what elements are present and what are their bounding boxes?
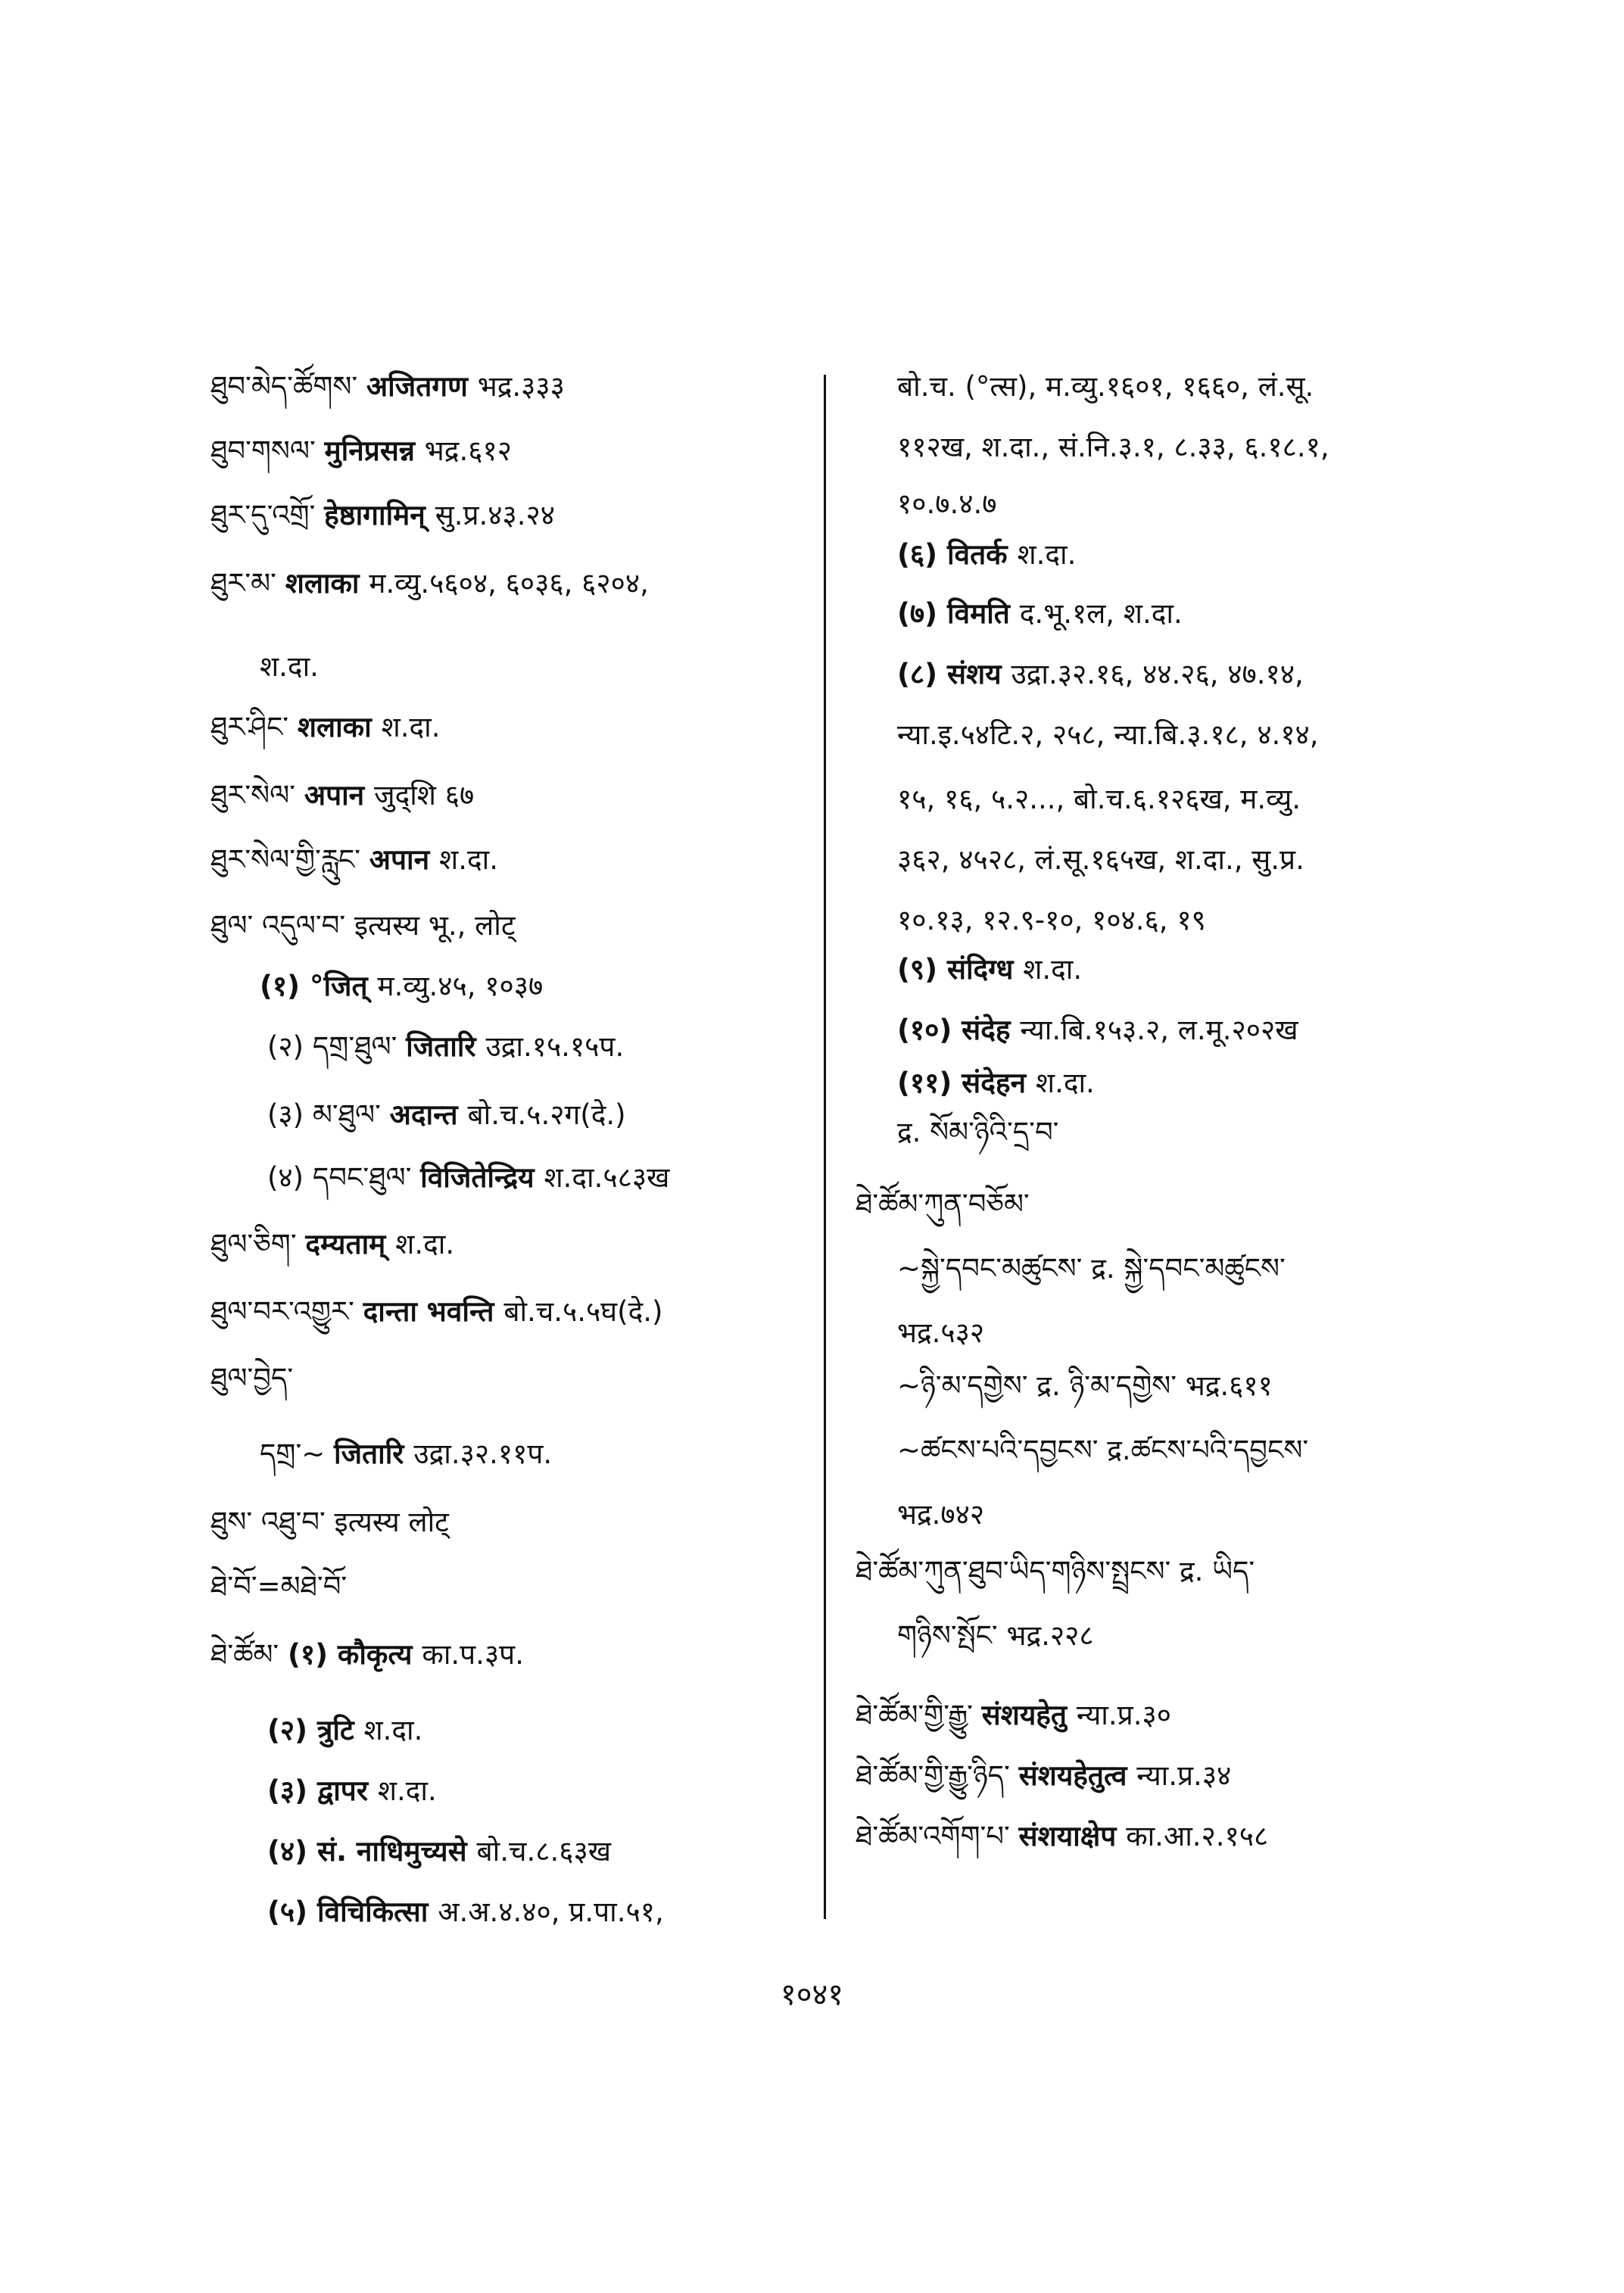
sanskrit-equivalent: अजितगण bbox=[366, 370, 478, 403]
sanskrit-equivalent: (४) सं. नाधिमुच्यसे bbox=[267, 1835, 477, 1868]
source-reference: न्या.इ.५४टि.२, २५८, न्या.बि.३.१८, ४.१४, bbox=[897, 718, 1319, 751]
source-reference: अ.अ.४.४०, प्र.पा.५१, bbox=[438, 1896, 664, 1928]
sanskrit-equivalent: अदान्त bbox=[389, 1098, 468, 1131]
sanskrit-equivalent: संशयहेतुत्व bbox=[1018, 1759, 1137, 1792]
sanskrit-equivalent: (८) संशय bbox=[897, 658, 1011, 690]
tibetan-term: ཐེ་བོ་=མཐེ་བོ་ bbox=[210, 1570, 348, 1603]
dictionary-line bbox=[210, 780, 474, 812]
source-reference: द्र. སྐྱེ་དབང་མཚུངས་ bbox=[1091, 1252, 1286, 1285]
tibetan-term: ཐུར་སེལ་ bbox=[210, 779, 304, 812]
source-reference: बो.च.८.६३ख bbox=[476, 1835, 611, 1868]
tibetan-term: ཐེ་ཚོམ་ཀུན་བཅོམ་ bbox=[856, 1188, 1030, 1220]
dictionary-line bbox=[897, 539, 1076, 572]
dictionary-line bbox=[897, 954, 1082, 986]
dictionary-line bbox=[897, 431, 1329, 464]
dictionary-line bbox=[267, 1775, 437, 1808]
source-reference: གཉིས་སྤོང་ भद्र.२२८ bbox=[897, 1619, 1094, 1652]
tibetan-term: ཐུབ་གསལ་ bbox=[210, 435, 325, 467]
sanskrit-equivalent: शलाका bbox=[297, 711, 382, 743]
source-reference: १०.१३, १२.९-१०, १०४.६, १९ bbox=[897, 904, 1206, 936]
dictionary-line bbox=[897, 659, 1304, 691]
dictionary-line bbox=[210, 1296, 662, 1329]
tibetan-term: ~ཉི་མ་དགྱེས་ bbox=[897, 1369, 1037, 1402]
sanskrit-equivalent: (१) कौकृत्य bbox=[287, 1638, 422, 1671]
tibetan-term: ཐུབ་མེད་ཚོགས་ bbox=[210, 370, 366, 403]
dictionary-line bbox=[856, 1189, 1030, 1221]
source-reference: उद्रा.३२.१६, ४४.२६, ४७.१४, bbox=[1011, 658, 1304, 690]
source-reference: जुद्शि ६७ bbox=[374, 779, 475, 812]
dictionary-line bbox=[897, 905, 1206, 937]
dictionary-line bbox=[897, 1253, 1286, 1285]
sanskrit-equivalent: संशयाक्षेप bbox=[1018, 1820, 1127, 1852]
dictionary-line bbox=[897, 488, 996, 521]
source-reference: श.दा. bbox=[363, 1714, 423, 1746]
source-reference: श.दा. bbox=[381, 711, 441, 743]
dictionary-line bbox=[260, 1438, 552, 1471]
dictionary-line bbox=[210, 1506, 449, 1539]
dictionary-line bbox=[267, 1836, 611, 1868]
sanskrit-equivalent: दान्ता भवन्ति bbox=[363, 1295, 504, 1328]
source-reference: भद्र.५३२ bbox=[897, 1316, 985, 1349]
dictionary-line bbox=[267, 1715, 422, 1747]
dictionary-line bbox=[267, 1031, 624, 1064]
source-reference: ३६२, ४५२८, लं.सू.१६५ख, श.दा., सु.प्र. bbox=[897, 843, 1304, 876]
sanskrit-equivalent: अपान bbox=[304, 779, 375, 812]
source-reference: न्या.प्र.३४ bbox=[1136, 1759, 1232, 1792]
dictionary-line bbox=[210, 844, 498, 877]
page-number: १०४१ bbox=[780, 1977, 844, 2012]
dictionary-line bbox=[210, 1363, 293, 1395]
dictionary-line bbox=[210, 500, 555, 532]
tibetan-term: ཐུར་ཤིང་ bbox=[210, 711, 298, 743]
tibetan-term: ཐེ་ཚོམ་ཀུན་ཐུབ་ཡིད་གཉིས་སྤྲངས་ bbox=[856, 1555, 1180, 1587]
source-reference: द्र.ཚངས་པའི་དབྱངས་ bbox=[1107, 1434, 1309, 1466]
source-reference: श.दा. bbox=[395, 1228, 455, 1260]
tibetan-term: ~ཚངས་པའི་དབྱངས་ bbox=[897, 1434, 1108, 1466]
tibetan-term: ཐུལ་ bbox=[210, 909, 263, 942]
tibetan-term: ཐེ་ཚོམ་གྱི་རྒྱུ་ bbox=[856, 1699, 982, 1731]
dictionary-line bbox=[897, 1317, 984, 1350]
source-reference: का.प.३प. bbox=[422, 1638, 524, 1671]
sanskrit-equivalent: अपान bbox=[369, 843, 440, 876]
sanskrit-equivalent: (११) संदेहन bbox=[897, 1067, 1036, 1099]
dictionary-line bbox=[856, 1556, 1255, 1588]
source-reference: न्या.बि.१५३.२, ल.मू.२०२ख bbox=[1020, 1014, 1298, 1046]
tibetan-term: (३) མ་ཐུལ་ bbox=[267, 1098, 390, 1131]
tibetan-term: (२) དགྲ་ཐུལ་ bbox=[267, 1030, 407, 1063]
dictionary-line bbox=[210, 435, 512, 468]
tibetan-term: ཐེ་ཚོམ་ bbox=[210, 1638, 288, 1671]
source-reference: श.दा.५८३ख bbox=[544, 1161, 670, 1194]
source-reference: बो.च. (°त्स), म.व्यु.१६०१, १६६०, लं.सू. bbox=[897, 370, 1314, 403]
dictionary-line bbox=[897, 371, 1314, 403]
source-reference: का.आ.२.१५८ bbox=[1126, 1820, 1269, 1852]
sanskrit-equivalent: (९) संदिग्ध bbox=[897, 953, 1024, 986]
source-reference: द्र. སོམ་ཉིའི་དྲ་བ་ bbox=[897, 1116, 1059, 1148]
source-reference: ११२ख, श.दा., सं.नि.३.१, ८.३३, ६.१८.१, bbox=[897, 431, 1329, 463]
dictionary-line bbox=[897, 719, 1319, 752]
dictionary-line bbox=[210, 1639, 524, 1671]
source-reference: उद्रा.१५.१५प. bbox=[485, 1030, 625, 1063]
dictionary-line bbox=[897, 1499, 984, 1531]
dictionary-line bbox=[897, 1067, 1095, 1100]
dictionary-line bbox=[260, 970, 543, 1003]
dictionary-line bbox=[210, 568, 649, 600]
tibetan-term: ཐུལ་བྱེད་ bbox=[210, 1362, 294, 1394]
dictionary-line bbox=[267, 1162, 669, 1195]
source-reference: द.भू.१ल, श.दा. bbox=[1019, 597, 1183, 630]
dictionary-line bbox=[897, 1620, 1094, 1653]
dictionary-line bbox=[260, 651, 319, 684]
sanskrit-equivalent: हेष्ठागामिन् bbox=[324, 499, 435, 531]
source-reference: द्र. ཡིད་ bbox=[1179, 1555, 1255, 1587]
source-reference: बो.च.५.५घ(दे.) bbox=[503, 1295, 663, 1328]
sanskrit-equivalent: शलाका bbox=[285, 567, 369, 600]
source-reference: म.व्यु.४५, १०३७ bbox=[377, 970, 544, 1002]
dictionary-line bbox=[210, 910, 515, 942]
tibetan-term: ~སྐྱེ་དབང་མཚུངས་ bbox=[897, 1252, 1092, 1285]
sanskrit-equivalent: (३) द्वापर bbox=[267, 1774, 378, 1807]
tibetan-term: ཐུལ་བར་འགྱུར་ bbox=[210, 1295, 363, 1328]
sanskrit-equivalent: विजितेन्द्रिय bbox=[420, 1161, 544, 1194]
tibetan-term: ཐུལ་ཅིག་ bbox=[210, 1228, 306, 1260]
dictionary-line bbox=[897, 1370, 1273, 1403]
dictionary-line bbox=[210, 1229, 454, 1261]
source-reference: श.दा. bbox=[1017, 538, 1077, 571]
source-reference: भद्र.३३३ bbox=[477, 370, 565, 403]
dictionary-line bbox=[856, 1760, 1231, 1793]
source-reference: बो.च.५.२ग(दे.) bbox=[467, 1098, 626, 1131]
sanskrit-equivalent: (७) विमति bbox=[897, 597, 1020, 630]
sanskrit-equivalent: जितारि bbox=[406, 1030, 486, 1063]
tibetan-term: ཐུས་ bbox=[210, 1506, 261, 1538]
tibetan-term: ཐེ་ཚོམ་གྱི་རྒྱུ་ཉིད་ bbox=[856, 1759, 1019, 1792]
tibetan-term: ཐུར་མ་ bbox=[210, 567, 285, 600]
tibetan-term: ཐེ་ཚོམ་འགོག་པ་ bbox=[856, 1820, 1019, 1852]
source-reference: འདུལ་བ་ इत्यस्य भू., लोट् bbox=[262, 909, 516, 942]
sanskrit-equivalent: (२) त्रुटि bbox=[267, 1714, 364, 1746]
source-reference: भद्र.७४२ bbox=[897, 1498, 985, 1531]
source-reference: न्या.प्र.३० bbox=[1076, 1699, 1171, 1731]
dictionary-line bbox=[897, 1014, 1298, 1047]
dictionary-line bbox=[210, 371, 565, 403]
dictionary-line bbox=[856, 1699, 1171, 1732]
dictionary-line bbox=[267, 1896, 664, 1929]
dictionary-line bbox=[210, 712, 440, 744]
column-divider bbox=[824, 375, 826, 1919]
dictionary-line bbox=[897, 784, 1301, 816]
dictionary-line bbox=[897, 1435, 1308, 1467]
source-reference: म.व्यु.५६०४, ६०३६, ६२०४, bbox=[369, 567, 649, 600]
source-reference: द्र. ཉི་མ་དགྱེས་ भद्र.६११ bbox=[1036, 1369, 1273, 1402]
source-reference: श.दा. bbox=[260, 650, 319, 683]
source-reference: सु.प्र.४३.२४ bbox=[435, 499, 556, 531]
dictionary-line bbox=[897, 1117, 1058, 1149]
dictionary-line bbox=[267, 1099, 626, 1132]
source-reference: १०.७.४.७ bbox=[897, 488, 997, 520]
tibetan-term: (४) དབང་ཐུལ་ bbox=[267, 1161, 421, 1194]
dictionary-line bbox=[210, 1571, 347, 1603]
sanskrit-equivalent: जितारि bbox=[334, 1438, 414, 1470]
tibetan-term: དགྲ་~ bbox=[260, 1438, 335, 1470]
sanskrit-equivalent: (६) वितर्क bbox=[897, 538, 1018, 571]
source-reference: श.दा. bbox=[1023, 953, 1083, 986]
source-reference: श.दा. bbox=[377, 1774, 437, 1807]
sanskrit-equivalent: (५) विचिकित्सा bbox=[267, 1896, 438, 1928]
source-reference: उद्रा.३२.११प. bbox=[413, 1438, 553, 1470]
source-reference: १५, १६, ५.२..., बो.च.६.१२६ख, म.व्यु. bbox=[897, 783, 1301, 815]
sanskrit-equivalent: (१) °जित् bbox=[260, 970, 378, 1002]
sanskrit-equivalent: (१०) संदेह bbox=[897, 1014, 1021, 1046]
source-reference: འཐུ་བ་ इत्यस्य लोट् bbox=[260, 1506, 449, 1538]
source-reference: श.दा. bbox=[1035, 1067, 1095, 1099]
tibetan-term: ཐུར་དུ་འགྲོ་ bbox=[210, 499, 325, 531]
dictionary-line bbox=[856, 1821, 1268, 1853]
dictionary-line bbox=[897, 844, 1304, 877]
sanskrit-equivalent: दम्यताम् bbox=[305, 1228, 396, 1260]
dictionary-line bbox=[897, 598, 1183, 631]
tibetan-term: ཐུར་སེལ་གྱི་རླུང་ bbox=[210, 843, 369, 876]
sanskrit-equivalent: संशयहेतु bbox=[981, 1699, 1077, 1731]
source-reference: श.दा. bbox=[439, 843, 498, 876]
sanskrit-equivalent: मुनिप्रसन्न bbox=[324, 435, 425, 467]
source-reference: भद्र.६१२ bbox=[424, 435, 512, 467]
